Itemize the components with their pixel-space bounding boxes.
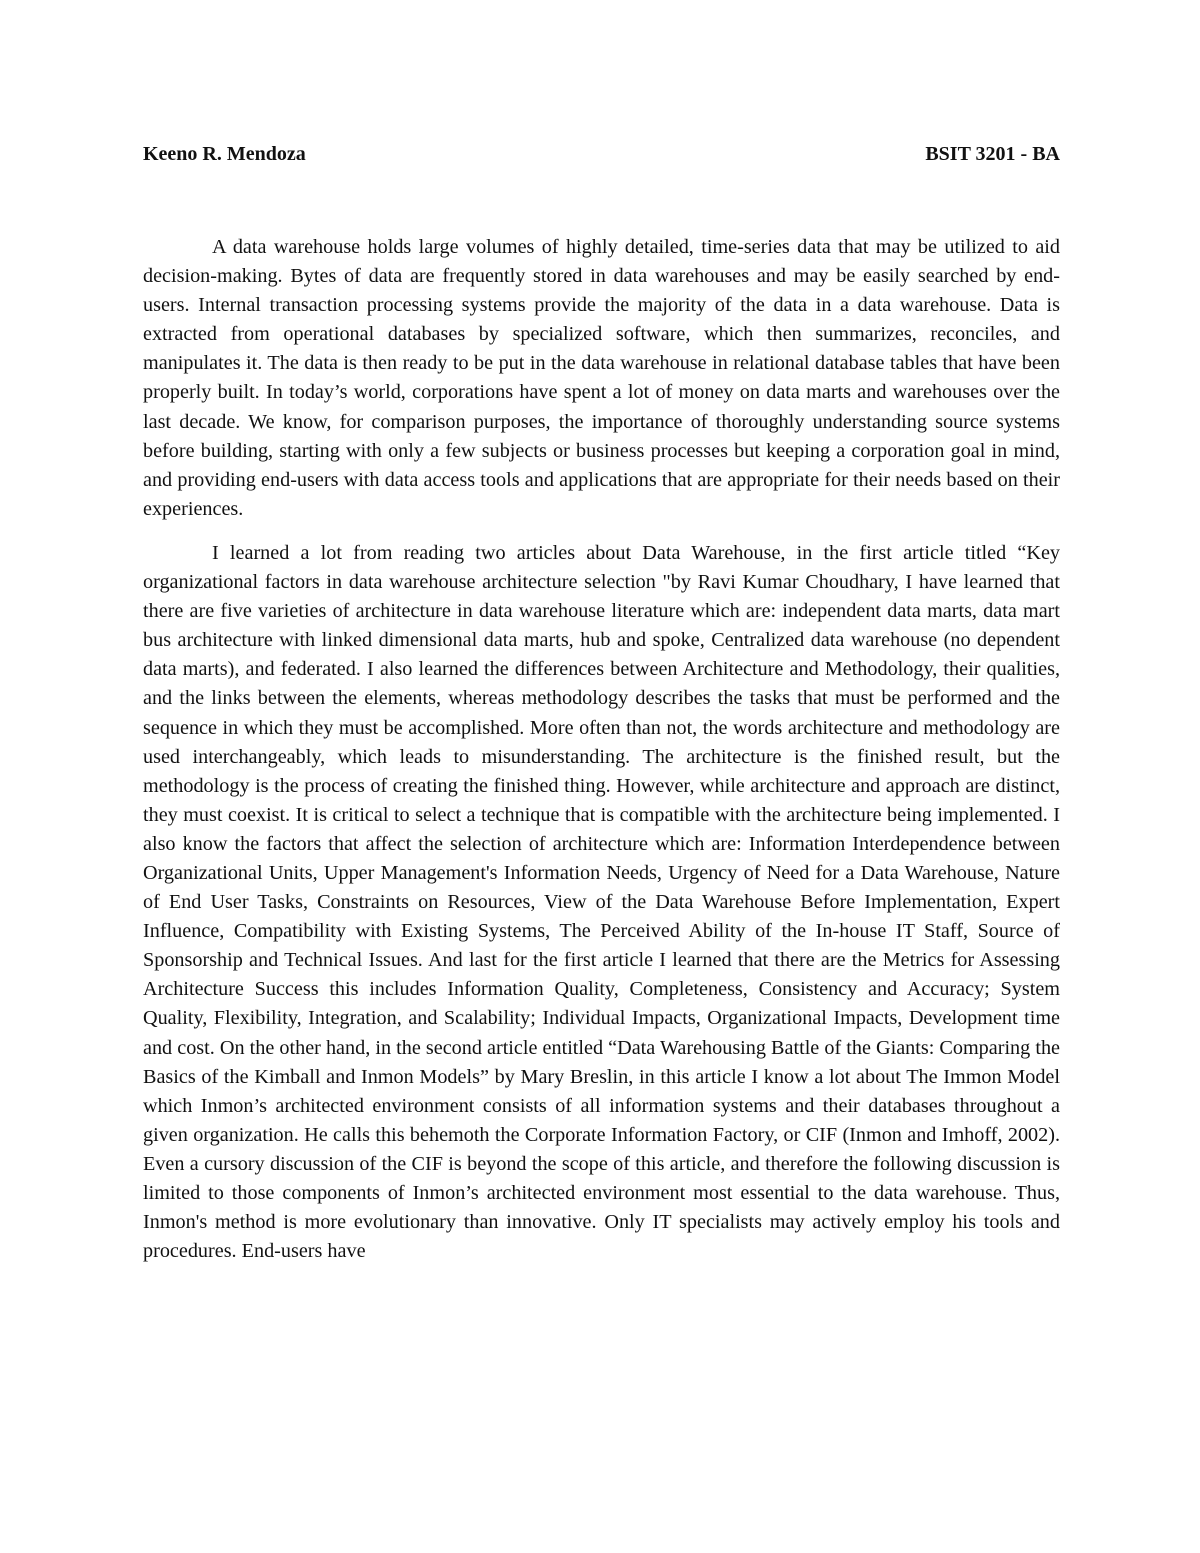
class-section: BSIT 3201 - BA — [925, 143, 1060, 165]
paragraph-2: I learned a lot from reading two articles about Data Warehouse, in the first article titled “Key organizational factors in data warehouse architecture selection "by Ravi Kumar Choudhary, I have learned that there are five varieties of architecture in data warehouse literature which are: independent data marts, data mart bus architecture with linked dimensional data marts, hub and spoke, Centralized data warehouse (no dependent data marts), and federated. I also learned the differences between Architecture and Methodology, their qualities, and the links between the elements, whereas methodology describes the tasks that must be performed and the sequence in which they must be accomplished. More often than not, the words architecture and methodology are used interchangeably, which leads to misunderstanding. The architecture is the finished result, but the methodology is the process of creating the finished thing. However, while architecture and approach are distinct, they must coexist. It is critical to select a technique that is compatible with the architecture being implemented. I also know the factors that affect the selection of architecture which are: Information Interdependence between Organizational Units, Upper Management's Information Needs, Urgency of Need for a Data Warehouse, Nature of End User Tasks, Constraints on Resources, View of the Data Warehouse Before Implementation, Expert Influence, Compatibility with Existing Systems, The Perceived Ability of the In-house IT Staff, Source of Sponsorship and Technical Issues. And last for the first article I learned that there are the Metrics for Assessing Architecture Success this includes Information Quality, Completeness, Consistency and Accuracy; System Quality, Flexibility, Integration, and Scalability; Individual Impacts, Organizational Impacts, Development time and cost. On the other hand, in the second article entitled “Data Warehousing Battle of the Giants: Comparing the Basics of the Kimball and Inmon Models” by Mary Breslin, in this article I know a lot about The Immon Model which Inmon’s architected environment consists of all information systems and their databases throughout a given organization. He calls this behemoth the Corporate Information Factory, or CIF (Inmon and Imhoff, 2002). Even a cursory discussion of the CIF is beyond the scope of this article, and therefore the following discussion is limited to those components of Inmon’s architected environment most essential to the data warehouse. Thus, Inmon's method is more evolutionary than innovative. Only IT specialists may actively employ his tools and procedures. End-users have — [143, 541, 1060, 1263]
document-body — [143, 233, 1060, 1266]
document-header — [143, 143, 1060, 173]
paragraph-1: A data warehouse holds large volumes of highly detailed, time-series data that may be utilized to aid decision-making. Bytes of data are frequently stored in data warehouses and may be easily searched by end-users. Internal transaction processing systems provide the majority of the data in a data warehouse. Data is extracted from operational databases by specialized software, which then summarizes, reconciles, and manipulates it. The data is then ready to be put in the data warehouse in relational database tables that have been properly built. In today’s world, corporations have spent a lot of money on data marts and warehouses over the last decade. We know, for comparison purposes, the importance of thoroughly understanding source systems before building, starting with only a few subjects or business processes but keeping a corporation goal in mind, and providing end-users with data access tools and applications that are appropriate for their needs based on their experiences. — [143, 236, 1060, 520]
author-name: Keeno R. Mendoza — [143, 143, 306, 165]
